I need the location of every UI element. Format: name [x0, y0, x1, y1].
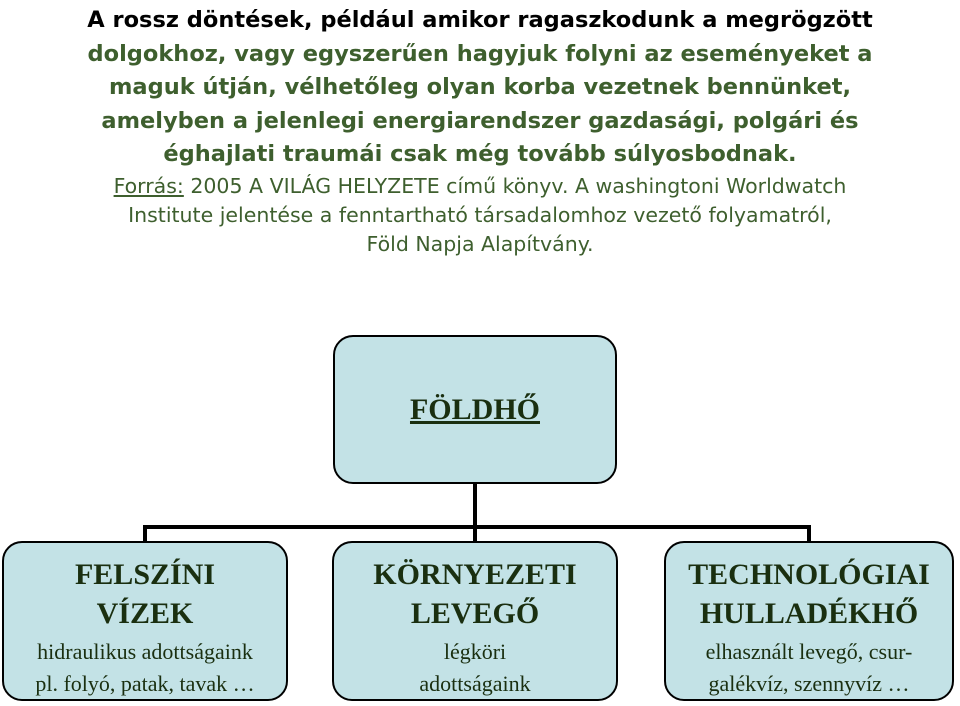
- child-node-surface-waters: [2, 541, 288, 701]
- child-node-title: [666, 555, 952, 633]
- intro-paragraph: [0, 4, 960, 172]
- source-text: 2005 A VILÁG HELYZETE című könyv. A washingtoni Worldwatch: [183, 174, 847, 198]
- intro-line: amelyben a jelenlegi energiarendszer gazdasági, polgári és: [101, 107, 859, 134]
- child-sub-line: légköri: [443, 639, 507, 664]
- child-sub-line: galékvíz, szennyvíz …: [708, 671, 910, 696]
- source-line: [0, 172, 960, 201]
- intro-line: dolgokhoz, vagy egyszerűen hagyjuk folyni az eseményeket a: [87, 40, 873, 67]
- child-node-description: [666, 636, 952, 700]
- child-sub-line: adottságaink: [419, 671, 531, 696]
- intro-line: A rossz döntések, például amikor ragaszkodunk a megrögzött: [87, 7, 873, 33]
- root-node-label: FÖLDHŐ: [409, 392, 540, 426]
- child-node-title: [4, 555, 286, 633]
- child-node-ambient-air: [332, 541, 618, 701]
- child-sub-line: pl. folyó, patak, tavak …: [35, 671, 255, 696]
- child-node-waste-heat: [664, 541, 954, 701]
- child-title-line: TECHNOLÓGIAI: [688, 558, 930, 591]
- child-sub-line: elhasznált levegő, csur-: [705, 639, 913, 664]
- child-title-line: FELSZÍNI: [74, 558, 216, 591]
- source-label: Forrás:: [113, 174, 184, 198]
- child-node-description: [4, 636, 286, 700]
- intro-line: éghajlati traumái csak még tovább súlyosbodnak.: [163, 141, 797, 167]
- root-node-foldho: [333, 335, 617, 484]
- child-node-title: [334, 555, 616, 633]
- source-line: Institute jelentése a fenntartható társadalomhoz vezető folyamatról,: [128, 203, 832, 227]
- child-node-description: [334, 636, 616, 700]
- child-title-line: HULLADÉKHŐ: [699, 597, 919, 630]
- intro-line: maguk útján, vélhetőleg olyan korba vezetnek bennünket,: [108, 74, 852, 100]
- child-title-line: KÖRNYEZETI: [373, 558, 577, 591]
- child-sub-line: hidraulikus adottságaink: [37, 639, 253, 664]
- source-citation: [0, 172, 960, 259]
- child-title-line: LEVEGŐ: [410, 597, 540, 630]
- source-line: Föld Napja Alapítvány.: [366, 232, 594, 256]
- child-title-line: VÍZEK: [96, 597, 194, 630]
